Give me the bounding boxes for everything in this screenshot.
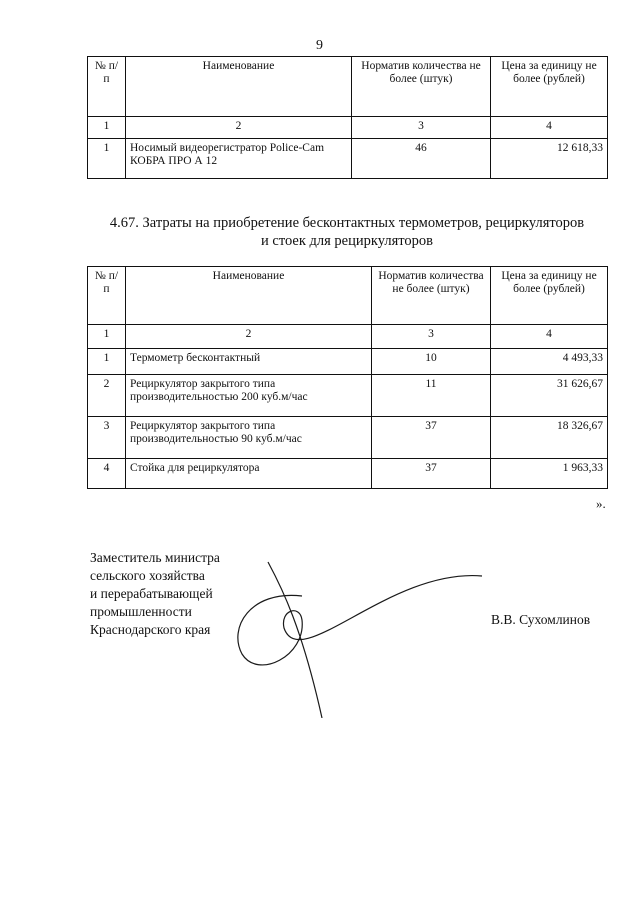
index-cell: 4 bbox=[491, 325, 608, 349]
index-cell: 3 bbox=[352, 117, 491, 139]
row-price: 1 963,33 bbox=[491, 459, 608, 489]
signer-position bbox=[90, 549, 220, 639]
row-name: Рециркулятор закрытого типа производительностью 90 куб.м/час bbox=[126, 417, 372, 459]
index-cell: 1 bbox=[88, 117, 126, 139]
index-cell: 2 bbox=[126, 117, 352, 139]
header-num: № п/п bbox=[88, 57, 126, 117]
signer-position-line: Заместитель министра bbox=[90, 550, 220, 565]
table-row bbox=[88, 349, 608, 375]
index-cell: 2 bbox=[126, 325, 372, 349]
row-price: 31 626,67 bbox=[491, 375, 608, 417]
row-name: Носимый видеорегистратор Police-Cam КОБРА ПРО А 12 bbox=[126, 139, 352, 179]
table-row bbox=[88, 139, 608, 179]
table-header-row bbox=[88, 267, 608, 325]
row-num: 4 bbox=[88, 459, 126, 489]
row-num: 2 bbox=[88, 375, 126, 417]
row-num: 1 bbox=[88, 349, 126, 375]
handwritten-signature bbox=[210, 548, 490, 718]
row-qty: 11 bbox=[372, 375, 491, 417]
table-header-row bbox=[88, 57, 608, 117]
section-title-line-2: и стоек для рециркуляторов bbox=[261, 233, 433, 249]
signer-position-line: и перерабатывающей bbox=[90, 586, 213, 601]
index-cell: 4 bbox=[491, 117, 608, 139]
header-name: Наименование bbox=[126, 267, 372, 325]
row-num: 1 bbox=[88, 139, 126, 179]
row-num: 3 bbox=[88, 417, 126, 459]
signer-position-line: промышленности bbox=[90, 604, 192, 619]
table-row bbox=[88, 459, 608, 489]
row-qty: 37 bbox=[372, 417, 491, 459]
header-price: Цена за единицу не более (рублей) bbox=[491, 57, 608, 117]
page-number: 9 bbox=[316, 38, 323, 53]
signer-name: В.В. Сухомлинов bbox=[491, 612, 591, 627]
row-qty: 37 bbox=[372, 459, 491, 489]
table-video-recorders bbox=[87, 56, 608, 179]
row-name: Рециркулятор закрытого типа производительностью 200 куб.м/час bbox=[126, 375, 372, 417]
header-num: № п/п bbox=[88, 267, 126, 325]
signer-position-line: сельского хозяйства bbox=[90, 568, 205, 583]
table-row bbox=[88, 417, 608, 459]
header-qty: Норматив количества не более (штук) bbox=[352, 57, 491, 117]
row-qty: 10 bbox=[372, 349, 491, 375]
table-row bbox=[88, 375, 608, 417]
row-price: 4 493,33 bbox=[491, 349, 608, 375]
index-cell: 1 bbox=[88, 325, 126, 349]
row-price: 12 618,33 bbox=[491, 139, 608, 179]
header-price: Цена за единицу не более (рублей) bbox=[491, 267, 608, 325]
table-thermometers-recirculators bbox=[87, 266, 608, 489]
signer-position-line: Краснодарского края bbox=[90, 622, 211, 637]
section-title-line-1: 4.67. Затраты на приобретение бесконтактных термометров, рециркуляторов bbox=[109, 215, 585, 231]
row-name: Стойка для рециркулятора bbox=[126, 459, 372, 489]
row-name: Термометр бесконтактный bbox=[126, 349, 372, 375]
closing-quote-mark: ». bbox=[596, 496, 606, 511]
row-price: 18 326,67 bbox=[491, 417, 608, 459]
header-qty: Норматив количества не более (штук) bbox=[372, 267, 491, 325]
row-qty: 46 bbox=[352, 139, 491, 179]
index-cell: 3 bbox=[372, 325, 491, 349]
table-index-row bbox=[88, 325, 608, 349]
header-name: Наименование bbox=[126, 57, 352, 117]
table-index-row bbox=[88, 117, 608, 139]
section-title bbox=[87, 214, 607, 250]
